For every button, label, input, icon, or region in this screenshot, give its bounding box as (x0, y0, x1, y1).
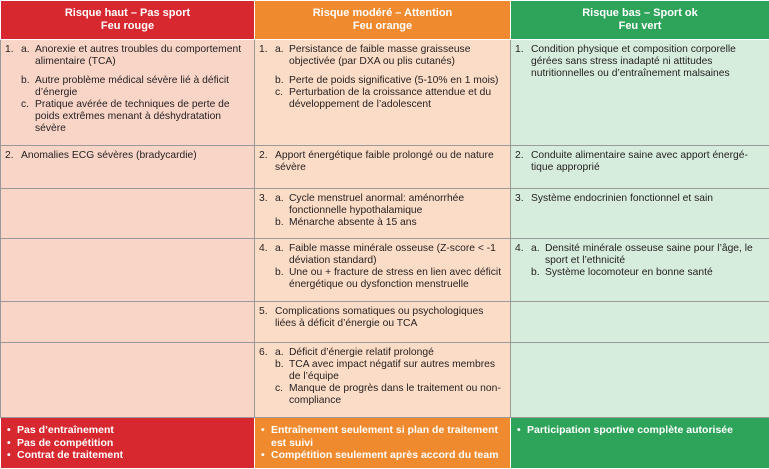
table-row (1, 40, 769, 146)
cell-high-risk-empty (1, 239, 255, 302)
item-number: 3. (515, 193, 524, 204)
item-letter: a. (275, 347, 284, 358)
cell-low-risk (511, 40, 769, 146)
item-text: Autre problème médical sévère lié à déficit d’énergie (35, 75, 230, 98)
footer-text: Contrat de traitement (17, 449, 124, 461)
item-number: 2. (5, 150, 14, 161)
header-row (1, 1, 769, 40)
header-moderate-risk (255, 1, 511, 40)
cell-high-risk-empty (1, 343, 255, 418)
item-text: Persistance de faible masse graisseuse objectivée (par DXA ou plis cutanés) (289, 44, 471, 67)
header-title: Risque bas – Sport ok (582, 7, 698, 19)
item-text: Manque de progrès dans le traitement ou non- compliance (289, 383, 501, 406)
footer-moderate-risk (255, 418, 511, 469)
item-number: 4. (515, 243, 524, 254)
item-text: Anomalies ECG sévères (bradycardie) (21, 150, 197, 161)
item-letter: a. (21, 44, 30, 55)
cell-low-risk (511, 189, 769, 239)
cell-low-risk (511, 239, 769, 302)
table-row (1, 146, 769, 189)
item-letter: c. (275, 87, 284, 98)
item-text: TCA avec impact négatif sur autres membres de l’équipe (289, 359, 496, 382)
item-number: 5. (259, 306, 268, 317)
item-letter: c. (275, 383, 284, 394)
table-row (1, 343, 769, 418)
item-letter: a. (275, 243, 284, 254)
item-letter: c. (21, 99, 30, 110)
item-text: Densité minérale osseuse saine pour l’âge, le sport et l’ethnicité (545, 243, 753, 266)
item-number: 2. (259, 150, 268, 161)
item-number: 2. (515, 150, 524, 161)
bullet-icon: • (261, 424, 265, 436)
item-text: Pratique avérée de techniques de perte de poids extrêmes menant à déshydratation sévère (35, 99, 230, 134)
cell-high-risk-empty (1, 189, 255, 239)
cell-low-risk-empty (511, 343, 769, 418)
item-text: Déficit d’énergie relatif prolongé (289, 347, 434, 358)
item-letter: a. (275, 193, 284, 204)
item-number: 1. (259, 44, 268, 55)
item-text: Conduite alimentaire saine avec apport énergé- tique approprié (531, 150, 748, 173)
item-text: Apport énergétique faible prolongé ou de nature sévère (275, 150, 494, 173)
item-letter: b. (275, 217, 284, 228)
item-number: 1. (515, 44, 524, 55)
item-text: Ménarche absente à 15 ans (289, 217, 417, 228)
bullet-icon: • (7, 424, 11, 436)
item-text: Système endocrinien fonctionnel et sain (531, 193, 714, 204)
header-high-risk (1, 1, 255, 40)
header-title: Risque haut – Pas sport (64, 7, 191, 19)
cell-low-risk-empty (511, 302, 769, 343)
item-letter: b. (275, 267, 284, 278)
cell-moderate-risk (255, 189, 511, 239)
item-letter: a. (531, 243, 540, 254)
item-number: 3. (259, 193, 268, 204)
cell-moderate-risk (255, 239, 511, 302)
footer-row (1, 418, 769, 469)
cell-moderate-risk (255, 146, 511, 189)
cell-high-risk-empty (1, 302, 255, 343)
header-subtitle: Feu rouge (100, 20, 155, 32)
table-row (1, 239, 769, 302)
cell-moderate-risk (255, 302, 511, 343)
item-number: 6. (259, 347, 268, 358)
cell-moderate-risk (255, 343, 511, 418)
cell-high-risk (1, 40, 255, 146)
table-row (1, 302, 769, 343)
header-title: Risque modéré – Attention (312, 7, 453, 19)
table-row (1, 189, 769, 239)
footer-text: Pas de compétition (17, 436, 114, 449)
bullet-icon: • (7, 436, 11, 449)
item-text: Perte de poids significative (5-10% en 1 mois) (289, 75, 499, 86)
item-text: Perturbation de la croissance attendue et du développement de l’adolescent (289, 87, 492, 110)
item-text: Anorexie et autres troubles du comportement alimentaire (TCA) (35, 44, 242, 67)
footer-text: Participation sportive complète autorisée (527, 424, 733, 436)
item-number: 4. (259, 243, 268, 254)
bullet-icon: • (517, 424, 521, 436)
item-text: Système locomoteur en bonne santé (545, 267, 713, 278)
item-letter: b. (275, 75, 284, 86)
item-number: 1. (5, 44, 14, 55)
item-text: Cycle menstruel anormal: aménorrhée fonctionnelle hypothalamique (289, 193, 465, 216)
item-letter: b. (531, 267, 540, 278)
item-letter: b. (275, 359, 284, 370)
footer-text: Entraînement seulement si plan de traitement est suivi (271, 424, 498, 449)
header-low-risk (511, 1, 769, 40)
footer-text: Compétition seulement après accord du team (271, 449, 499, 461)
item-text: Complications somatiques ou psychologiques liées à déficit d’énergie ou TCA (275, 306, 484, 329)
bullet-icon: • (261, 449, 265, 461)
cell-moderate-risk (255, 40, 511, 146)
item-letter: b. (21, 75, 30, 86)
bullet-icon: • (7, 449, 11, 461)
footer-low-risk (511, 418, 769, 469)
cell-high-risk (1, 146, 255, 189)
item-text: Une ou + fracture de stress en lien avec déficit énergétique ou dysfonction menstruelle (289, 267, 502, 290)
item-text: Faible masse minérale osseuse (Z-score < -1 déviation standard) (289, 243, 496, 266)
item-text: Condition physique et composition corporelle gérées sans stress inadapté ni attitudes nutritionnelles ou d’entraînement malsaines (531, 44, 736, 79)
header-subtitle: Feu orange (352, 20, 413, 32)
header-subtitle: Feu vert (618, 20, 662, 32)
cell-low-risk (511, 146, 769, 189)
footer-high-risk (1, 418, 255, 469)
footer-text: Pas d’entraînement (17, 424, 114, 436)
item-letter: a. (275, 44, 284, 55)
